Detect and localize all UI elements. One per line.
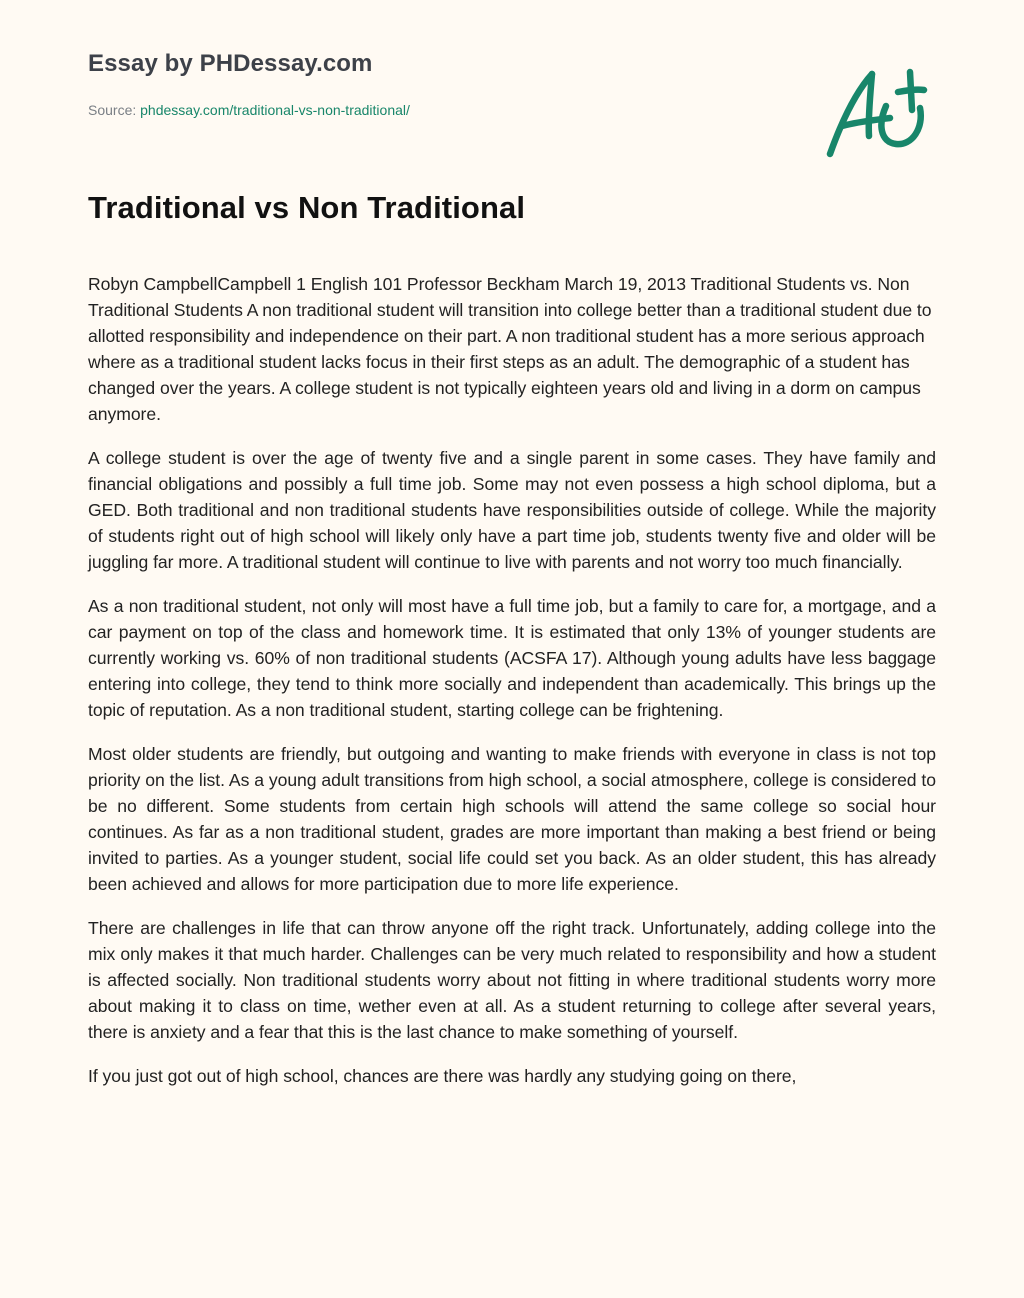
source-line [88,102,410,118]
essay-paragraph: Robyn CampbellCampbell 1 English 101 Professor Beckham March 19, 2013 Traditional Students vs. Non Traditional Students A non traditional student will transition into college better than a traditional student due to allotted responsibility and independence on their part. A non traditional student has a more serious approach where as a traditional student lacks focus in their first steps as an adult. The demographic of a student has changed over the years. A college student is not typically eighteen years old and living in a dorm on campus anymore. [88,274,932,424]
essay-paragraph: There are challenges in life that can throw anyone off the right track. Unfortunately, adding college into the mix only makes it that much harder. Challenges can be very much related to responsibility and how a student is affected socially. Non traditional students worry about not fitting in where traditional students worry more about making it to class on time, wether even at all. As a student returning to college after several years, there is anxiety and a fear that this is the last chance to make something of yourself. [88,918,936,1042]
essay-body [88,271,936,1107]
a-plus-grade-icon [824,66,928,160]
source-link[interactable]: phdessay.com/traditional-vs-non-traditional/ [140,102,410,118]
site-brand: Essay by PHDessay.com [88,50,373,77]
essay-title: Traditional vs Non Traditional [88,190,526,225]
source-label: Source: [88,102,141,118]
essay-paragraph: As a non traditional student, not only will most have a full time job, but a family to care for, a mortgage, and a car payment on top of the class and homework time. It is estimated that only 13% of younger students are currently working vs. 60% of non traditional students (ACSFA 17). Although young adults have less baggage entering into college, they tend to think more socially and independent than academically. This brings up the topic of reputation. As a non traditional student, starting college can be frightening. [88,596,936,720]
essay-paragraph: Most older students are friendly, but outgoing and wanting to make friends with everyone in class is not top priority on the list. As a young adult transitions from high school, a social atmosphere, college is considered to be no different. Some students from certain high schools will attend the same college so social hour continues. As far as a non traditional student, grades are more important than making a best friend or being invited to parties. As a younger student, social life could set you back. As an older student, this has already been achieved and allows for more participation due to more life experience. [88,744,936,894]
essay-paragraph: A college student is over the age of twenty five and a single parent in some cases. They have family and financial obligations and possibly a full time job. Some may not even possess a high school diploma, but a GED. Both traditional and non traditional students have responsibilities outside of college. While the majority of students right out of high school will likely only have a part time job, students twenty five and older will be juggling far more. A traditional student will continue to live with parents and not worry too much financially. [88,448,936,572]
essay-paragraph: If you just got out of high school, chances are there was hardly any studying going on there, [88,1066,797,1086]
